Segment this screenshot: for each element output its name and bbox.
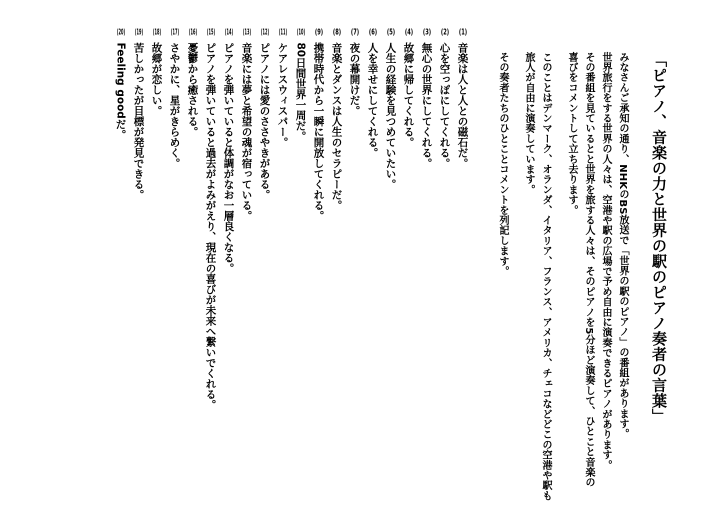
item-text: 故郷に帰してくれる。 [402, 42, 415, 148]
list-item [277, 28, 288, 148]
list-item [115, 28, 126, 140]
list-item [349, 28, 360, 116]
intro-line-6: 旅人が自由に演奏しています。 [523, 52, 534, 195]
list-item [295, 28, 306, 141]
item-number: (12) [260, 28, 270, 36]
intro-line-5: このことはデンマーク、オランダ、イタリア、フランス、アメリカ、チェコなどどこの空港や駅も [540, 52, 551, 501]
item-text: ピアノを弾いていると過去がよみがえり、現在の喜びが未来へ繋いでくれる。 [204, 42, 217, 410]
list-item [331, 28, 342, 211]
item-number: (8) [332, 28, 342, 36]
list-item [169, 28, 180, 169]
list-item [259, 28, 270, 200]
item-number: (17) [170, 28, 180, 36]
intro-line-7: その奏者たちのひとことコメントを列記します。 [497, 52, 508, 277]
item-text: ケアレスウィスパー。 [276, 42, 289, 148]
list-item [205, 28, 216, 410]
item-number: (4) [404, 28, 414, 36]
item-number: (20) [116, 28, 126, 36]
list-item [133, 28, 144, 200]
item-text: 携帯時代から一瞬に開放してくれる。 [312, 42, 325, 221]
item-text: 80日間世界一周だ。 [294, 42, 307, 142]
intro-line-3: その番組を見ているとと世界を旅する人々は、そのピアノを5分ほど演奏して、ひとこと音楽の [583, 52, 594, 488]
item-text: 夜の幕開けだ。 [348, 42, 361, 116]
item-text: 音楽には夢と希望の魂が宿っている。 [240, 42, 253, 221]
item-text: 心を空っぽにしてくれる。 [438, 42, 451, 169]
item-text: 苦しかったが目標が発見できる。 [132, 42, 145, 200]
item-text: 音楽とダンスは人生のセラピーだ。 [330, 42, 343, 211]
page-title: 「ピアノ、音楽の力と世界の駅のピアノ奏者の言葉」 [650, 52, 668, 424]
intro-line-2: 世界旅行をする世界の人々は、空港や駅の広場で予め自由に演奏できるピアノがあります。 [600, 52, 611, 471]
list-item [403, 28, 414, 148]
item-number: (16) [188, 28, 198, 36]
list-item [385, 28, 396, 190]
item-text: 人を幸せにしてくれる。 [366, 42, 379, 158]
list-item [223, 28, 234, 274]
list-item [313, 28, 324, 221]
item-text: 音楽は人と人との磁石だ。 [456, 42, 469, 169]
item-number: (19) [134, 28, 144, 36]
intro-line-1: みなさんご承知の通り、NHKのBS放送で「世界の駅のピアノ」の番組があります。 [617, 52, 628, 440]
item-number: (18) [152, 28, 162, 36]
item-number: (7) [350, 28, 360, 36]
item-number: (14) [224, 28, 234, 36]
item-number: (11) [278, 28, 288, 36]
item-text: 人生の経験を見つめていたい。 [384, 42, 397, 190]
list-item [151, 28, 162, 116]
intro-line-4: 喜びをコメントして立ち去ります。 [566, 52, 577, 216]
item-text: 無心の世界にしてくれる。 [420, 42, 433, 169]
item-number: (15) [206, 28, 216, 36]
item-number: (10) [296, 28, 306, 36]
list-item [241, 28, 252, 221]
item-number: (3) [422, 28, 432, 36]
item-text: Feeling goodだ。 [114, 42, 127, 140]
item-text: さやかに、星がきらめく。 [168, 42, 181, 169]
item-text: 故郷が恋しい。 [150, 42, 163, 116]
list-item [457, 28, 468, 169]
item-text: ピアノには愛のささやきがある。 [258, 42, 271, 200]
list-item [439, 28, 450, 169]
item-number: (5) [386, 28, 396, 36]
list-item [187, 28, 198, 137]
list-item [421, 28, 432, 169]
item-text: 憂鬱から癒される。 [186, 42, 199, 137]
item-number: (13) [242, 28, 252, 36]
item-number: (1) [458, 28, 468, 36]
item-number: (2) [440, 28, 450, 36]
item-number: (9) [314, 28, 324, 36]
list-item [367, 28, 378, 158]
item-text: ピアノを弾いていると体調がなお一層良くなる。 [222, 42, 235, 274]
item-number: (6) [368, 28, 378, 36]
